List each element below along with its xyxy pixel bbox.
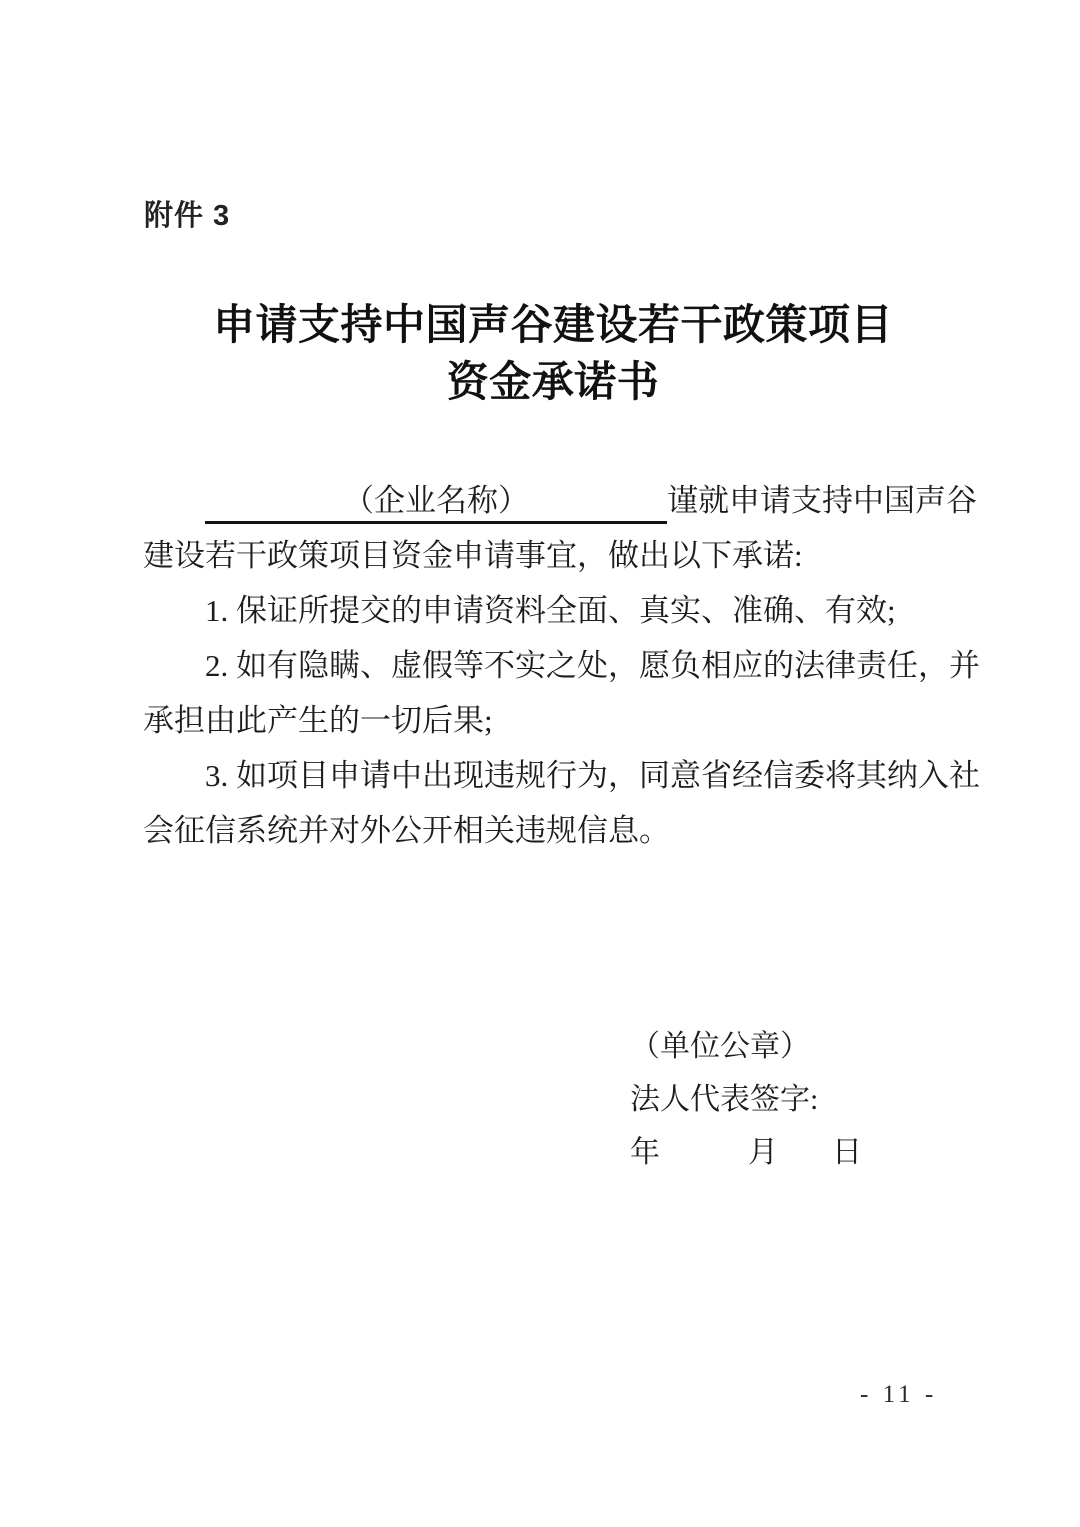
intro-line1-text: 谨就申请支持中国声谷 — [667, 483, 977, 518]
commitment-item-3 — [143, 748, 980, 858]
seal-label: （单位公章） — [630, 1030, 810, 1063]
commitment-item-2 — [143, 638, 980, 748]
attachment-label: 附件 3 — [144, 200, 231, 232]
commitment-2-line-1: 2. 如有隐瞒、虚假等不实之处，愿负相应的法律责任，并 — [205, 648, 980, 683]
document-body — [143, 473, 980, 858]
document-title — [0, 298, 1080, 412]
commitment-1-line-1: 1. 保证所提交的申请资料全面、真实、准确、有效; — [205, 593, 896, 628]
date-month-label: 月 — [748, 1136, 778, 1169]
company-name-blank-line — [205, 481, 667, 524]
intro-line1 — [143, 473, 977, 528]
commitment-3-line-1: 3. 如项目申请中出现违规行为，同意省经信委将其纳入社 — [205, 758, 980, 793]
intro-line2: 建设若干政策项目资金申请事宜，做出以下承诺: — [143, 538, 803, 573]
signature-block — [630, 1020, 862, 1179]
document-title-line1: 申请支持中国声谷建设若干政策项目 — [212, 303, 893, 349]
commitment-item-1 — [143, 583, 965, 638]
document-title-line2: 资金承诺书 — [446, 360, 660, 406]
date-year-label: 年 — [630, 1136, 660, 1169]
commitment-2-line-2: 承担由此产生的一切后果; — [143, 703, 493, 738]
company-name-placeholder: （企业名称） — [343, 483, 529, 518]
legal-representative-sign-label: 法人代表签字: — [630, 1083, 819, 1116]
commitment-3-line-2: 会征信系统并对外公开相关违规信息。 — [143, 813, 670, 848]
date-day-label: 日 — [832, 1136, 862, 1169]
date-line — [630, 1126, 862, 1179]
page-number: - 11 - — [860, 1381, 938, 1408]
